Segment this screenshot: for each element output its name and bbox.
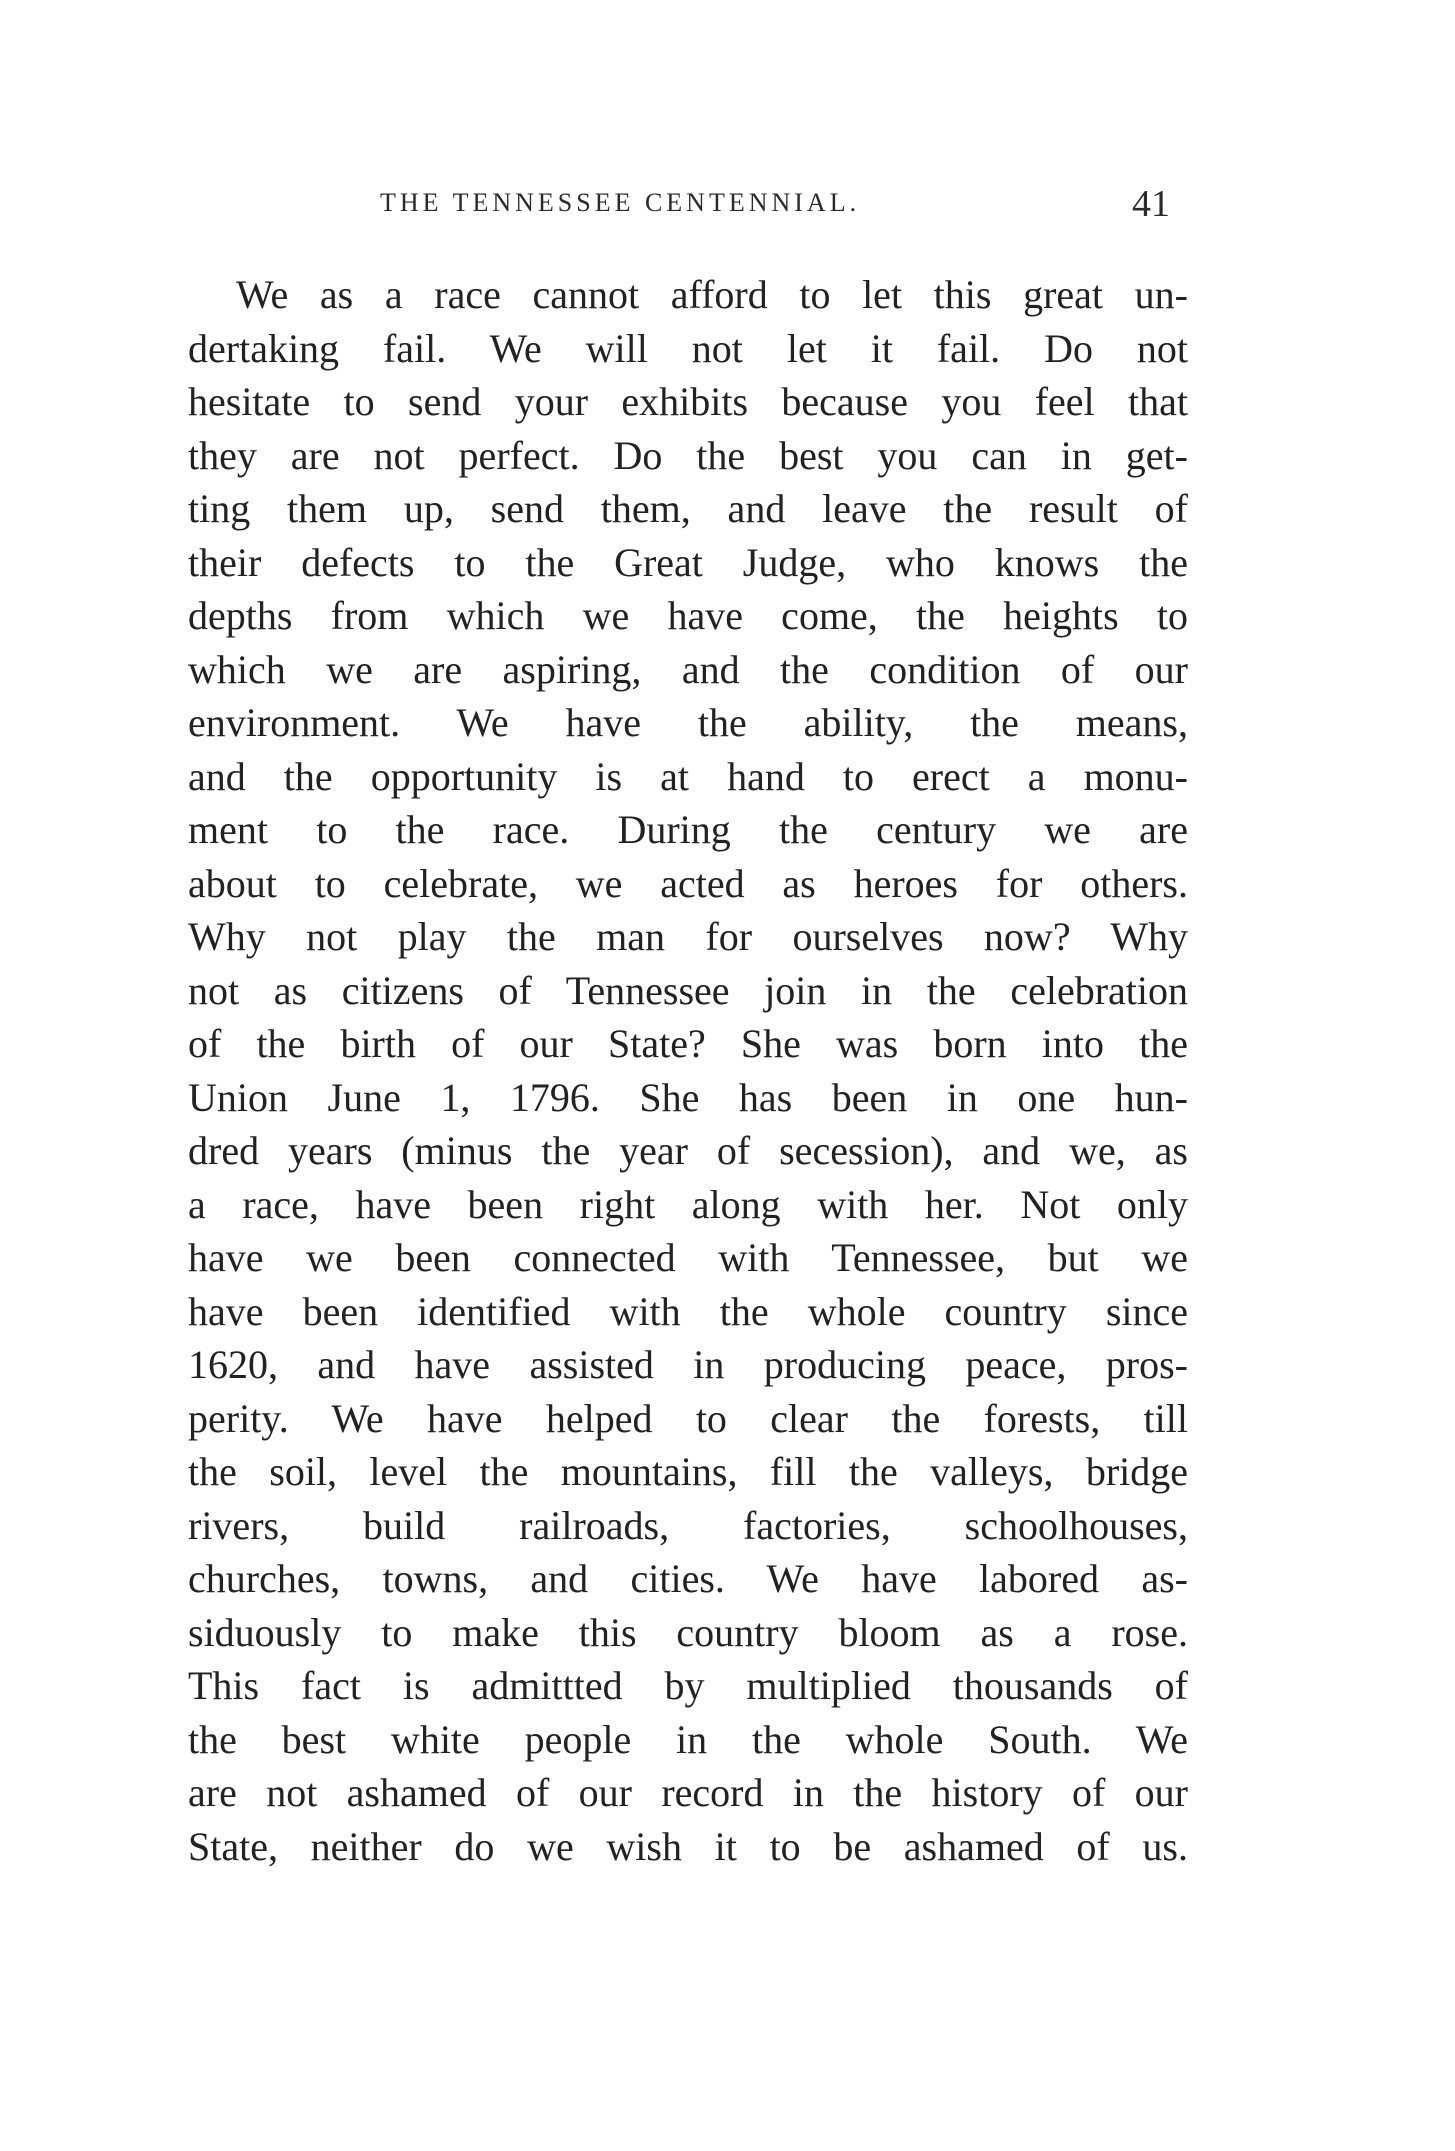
text-line: 1620, and have assisted in producing peace, pros- bbox=[188, 1342, 1188, 1387]
text-line: depths from which we have come, the heights to bbox=[188, 593, 1188, 638]
text-line: their defects to the Great Judge, who knows the bbox=[188, 539, 1188, 585]
text-line: We as a race cannot afford to let this great un- bbox=[236, 272, 1188, 317]
text-line: rivers, build railroads, factories, schoolhouses, bbox=[188, 1502, 1188, 1548]
text-line: environment. We have the ability, the means, bbox=[188, 700, 1188, 745]
text-line: the best white people in the whole South. We bbox=[188, 1716, 1188, 1762]
text-line: ting them up, send them, and leave the result of bbox=[188, 486, 1188, 531]
text-line: not as citizens of Tennessee join in the celebration bbox=[188, 967, 1188, 1013]
text-line: dred years (minus the year of secession), and we, as bbox=[188, 1128, 1188, 1173]
text-line: This fact is admittted by multiplied thousands of bbox=[188, 1663, 1188, 1708]
text-line: Why not play the man for ourselves now? Why bbox=[188, 914, 1188, 959]
text-line: siduously to make this country bloom as a rose. bbox=[188, 1609, 1188, 1655]
text-line: have we been connected with Tennessee, but we bbox=[188, 1235, 1188, 1280]
text-line: have been identified with the whole country since bbox=[188, 1288, 1188, 1334]
text-line: State, neither do we wish it to be ashamed of us. bbox=[188, 1823, 1188, 1869]
text-line: and the opportunity is at hand to erect a monu- bbox=[188, 753, 1188, 799]
text-line: the soil, level the mountains, fill the valleys, bridge bbox=[188, 1449, 1188, 1494]
text-line: churches, towns, and cities. We have labored as- bbox=[188, 1556, 1188, 1601]
body-paragraph bbox=[188, 268, 1188, 1873]
text-line: about to celebrate, we acted as heroes for others. bbox=[188, 860, 1188, 906]
text-line: a race, have been right along with her. Not only bbox=[188, 1181, 1188, 1227]
text-line: Union June 1, 1796. She has been in one hun- bbox=[188, 1074, 1188, 1120]
text-line: dertaking fail. We will not let it fail. Do not bbox=[188, 325, 1188, 371]
text-line: which we are aspiring, and the condition of our bbox=[188, 646, 1188, 692]
running-title: THE TENNESSEE CENTENNIAL. bbox=[380, 188, 861, 217]
text-line: they are not perfect. Do the best you can in get- bbox=[188, 432, 1188, 478]
text-line: perity. We have helped to clear the forests, till bbox=[188, 1395, 1188, 1441]
running-head bbox=[360, 183, 1180, 238]
text-line: ment to the race. During the century we are bbox=[188, 807, 1188, 852]
text-line: hesitate to send your exhibits because you feel that bbox=[188, 379, 1188, 424]
text-line: of the birth of our State? She was born into the bbox=[188, 1021, 1188, 1066]
page-number: 41 bbox=[1132, 183, 1170, 225]
text-line: are not ashamed of our record in the history of our bbox=[188, 1770, 1188, 1815]
